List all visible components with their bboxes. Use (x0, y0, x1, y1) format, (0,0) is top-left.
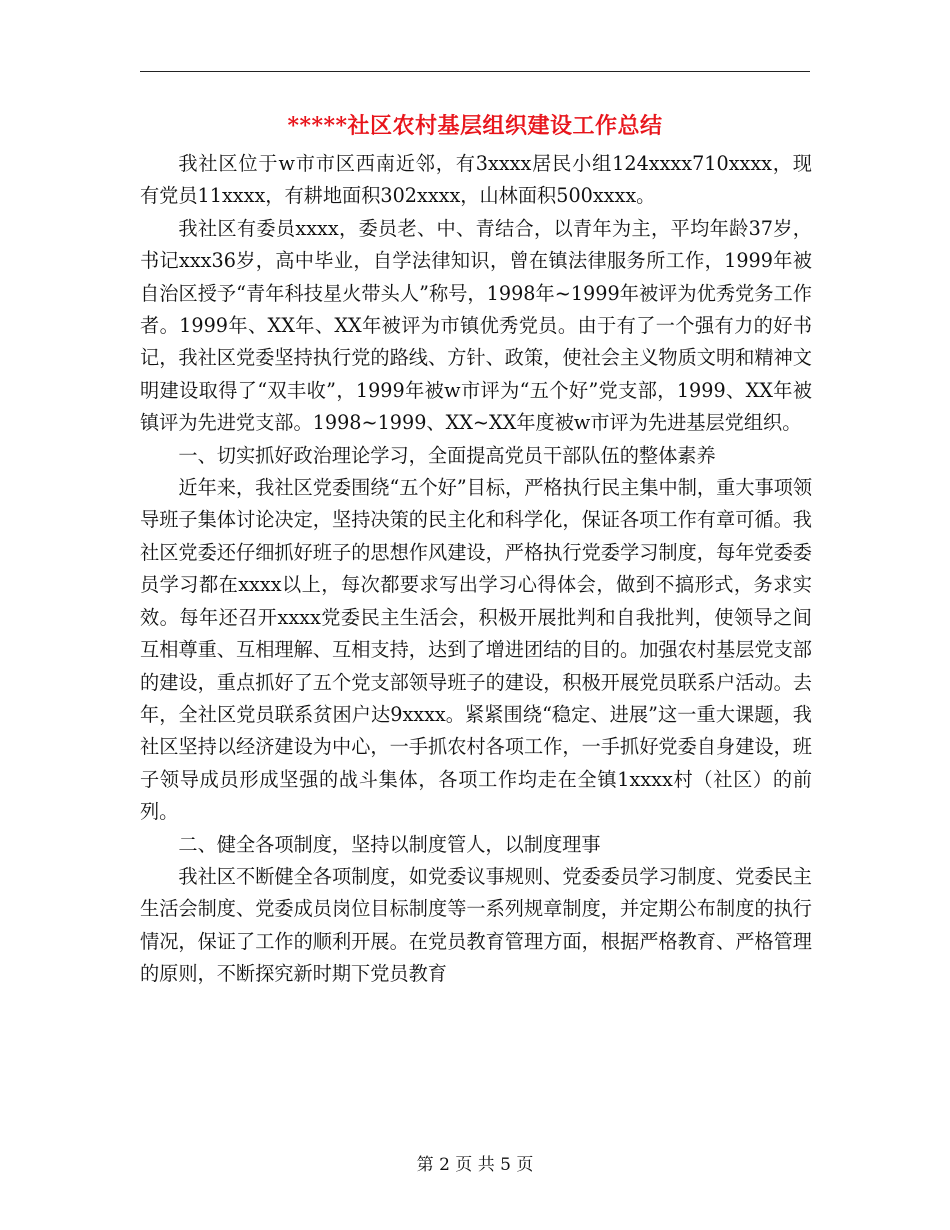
paragraph-committee: 我社区有委员xxxx，委员老、中、青结合，以青年为主，平均年龄37岁，书记xxx36岁，高中毕业，自学法律知识，曾在镇法律服务所工作，1999年被自治区授予“青年科技星火带头人”称号，1998年~1999年被评为优秀党务工作者。1999年、XX年、XX年被评为市镇优秀党员。由于有了一个强有力的好书记，我社区党委坚持执行党的路线、方针、政策，使社会主义物质文明和精神文明建设取得了“双丰收”，1999年被w市评为“五个好”党支部，1999、XX年被镇评为先进党支部。1998~1999、XX~XX年度被w市评为先进基层党组织。 (140, 216, 812, 435)
document-title: *****社区农村基层组织建设工作总结 (287, 113, 663, 139)
paragraph-section-2: 我社区不断健全各项制度，如党委议事规则、党委委员学习制度、党委民主生活会制度、党委成员岗位目标制度等一系列规章制度，并定期公布制度的执行情况，保证了工作的顺利开展。在党员教育管理方面，根据严格教育、严格管理的原则，不断探究新时期下党员教育 (140, 864, 812, 986)
page-number: 第 2 页 共 5 页 (416, 1155, 534, 1175)
section-heading-1: 一、切实抓好政治理论学习，全面提高党员干部队伍的整体素养 (178, 443, 716, 467)
document-body (140, 148, 812, 991)
section-heading-2: 二、健全各项制度，坚持以制度管人，以制度理事 (178, 832, 601, 856)
paragraph-section-1: 近年来，我社区党委围绕“五个好”目标，严格执行民主集中制，重大事项领导班子集体讨论决定，坚持决策的民主化和科学化，保证各项工作有章可循。我社区党委还仔细抓好班子的思想作风建设，严格执行党委学习制度，每年党委委员学习都在xxxx以上，每次都要求写出学习心得体会，做到不搞形式，务求实效。每年还召开xxxx党委民主生活会，积极开展批判和自我批判，使领导之间互相尊重、互相理解、互相支持，达到了增进团结的目的。加强农村基层党支部的建设，重点抓好了五个党支部领导班子的建设，积极开展党员联系户活动。去年，全社区党员联系贫困户达9xxxx。紧紧围绕“稳定、进展”这一重大课题，我社区坚持以经济建设为中心，一手抓农村各项工作，一手抓好党委自身建设，班子领导成员形成坚强的战斗集体，各项工作均走在全镇1xxxx村（社区）的前列。 (140, 476, 813, 824)
paragraph-intro: 我社区位于w市市区西南近邻，有3xxxx居民小组124xxxx710xxxx，现有党员11xxxx，有耕地面积302xxxx，山林面积500xxxx。 (140, 152, 812, 208)
header-rule (140, 71, 810, 72)
